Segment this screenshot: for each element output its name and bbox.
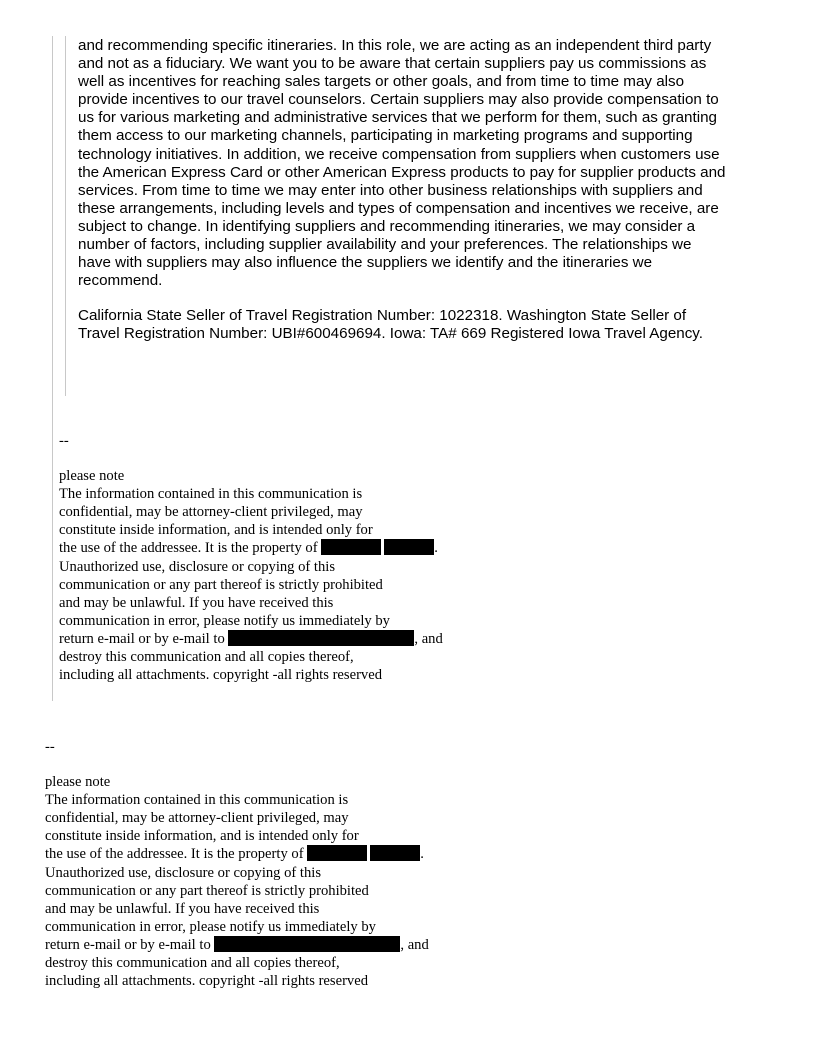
- paragraph-gap: [78, 290, 778, 307]
- disclosure-line: well as incentives for reaching sales targets or other goals, and from time to time may also: [78, 73, 685, 91]
- signature-line: Unauthorized use, disclosure or copying of this: [59, 558, 336, 575]
- redacted-name-block: [307, 845, 367, 861]
- signature-line: including all attachments. copyright -all rights reserved: [45, 973, 368, 990]
- signature-email-line: [59, 630, 443, 648]
- signature-line: The information contained in this communication is: [59, 486, 363, 503]
- signature-line: confidential, may be attorney-client privileged, may: [59, 504, 363, 521]
- property-suffix: .: [420, 846, 424, 863]
- registration-line: California State Seller of Travel Registration Number: 1022318. Washington State Seller of: [78, 307, 687, 325]
- signature-line: including all attachments. copyright -all rights reserved: [59, 667, 382, 684]
- signature-line: communication or any part thereof is strictly prohibited: [59, 576, 383, 593]
- redacted-email-block: [228, 630, 414, 646]
- signature-block: [45, 738, 429, 990]
- disclosure-line: them access to our marketing channels, participating in marketing programs and supporting: [78, 127, 693, 145]
- signature-email-line: [45, 936, 429, 954]
- signature-line: constitute inside information, and is intended only for: [45, 828, 359, 845]
- signature-line: confidential, may be attorney-client privileged, may: [45, 810, 349, 827]
- signature-heading: please note: [59, 468, 125, 485]
- disclosure-block: [78, 37, 778, 344]
- signature-property-line: [45, 845, 429, 863]
- signature-line: and may be unlawful. If you have received this: [59, 594, 334, 611]
- disclosure-line: us for various marketing and administrative services that we perform for them, such as granting: [78, 109, 717, 127]
- disclosure-line: services. From time to time we may enter into other business relationships with suppliers and: [78, 181, 703, 199]
- redacted-name-block: [321, 539, 381, 555]
- signature-line: communication in error, please notify us immediately by: [59, 612, 390, 629]
- signature-line: Unauthorized use, disclosure or copying of this: [45, 864, 322, 881]
- signature-line: communication or any part thereof is strictly prohibited: [45, 882, 369, 899]
- property-prefix: the use of the addressee. It is the property of: [45, 846, 308, 863]
- property-prefix: the use of the addressee. It is the property of: [59, 540, 322, 557]
- disclosure-line: have with suppliers may also influence the suppliers we identify and the itineraries we: [78, 254, 653, 272]
- signature-line: destroy this communication and all copies thereof,: [45, 955, 340, 972]
- quote-bar-outer: [52, 36, 53, 701]
- disclosure-line: and not as a fiduciary. We want you to be aware that certain suppliers pay us commissions as: [78, 55, 707, 73]
- email-prefix: return e-mail or by e-mail to: [45, 936, 215, 953]
- disclosure-line: technology initiatives. In addition, we receive compensation from suppliers when customers use: [78, 145, 720, 163]
- quote-bar-inner: [65, 36, 66, 396]
- email-suffix: , and: [400, 936, 429, 953]
- signature-line: destroy this communication and all copies thereof,: [59, 649, 354, 666]
- signature-separator: --: [45, 739, 55, 755]
- signature-property-line: [59, 539, 443, 557]
- registration-line: Travel Registration Number: UBI#600469694. Iowa: TA# 669 Registered Iowa Travel Agency.: [78, 325, 703, 343]
- disclosure-line: provide incentives to our travel counselors. Certain suppliers may also provide compensation to: [78, 91, 719, 109]
- signature-line: constitute inside information, and is intended only for: [59, 522, 373, 539]
- property-suffix: .: [434, 540, 438, 557]
- signature-line: The information contained in this communication is: [45, 792, 349, 809]
- signature-separator: --: [59, 433, 69, 449]
- email-prefix: return e-mail or by e-mail to: [59, 630, 229, 647]
- redacted-name-block: [384, 539, 434, 555]
- disclosure-line: number of factors, including supplier availability and your preferences. The relationships we: [78, 236, 692, 254]
- disclosure-line: the American Express Card or other American Express products to pay for supplier products and: [78, 163, 726, 181]
- signature-line: communication in error, please notify us immediately by: [45, 918, 376, 935]
- disclosure-line: these arrangements, including levels and types of compensation and incentives we receive, are: [78, 199, 719, 217]
- signature-block-quoted: [59, 432, 443, 684]
- email-suffix: , and: [414, 630, 443, 647]
- redacted-email-block: [214, 936, 400, 952]
- redacted-name-block: [370, 845, 420, 861]
- disclosure-line: and recommending specific itineraries. In this role, we are acting as an independent third party: [78, 37, 712, 54]
- disclosure-line: subject to change. In identifying suppliers and recommending itineraries, we may consider a: [78, 217, 696, 235]
- signature-heading: please note: [45, 774, 111, 791]
- signature-line: and may be unlawful. If you have received this: [45, 900, 320, 917]
- disclosure-line: recommend.: [78, 272, 163, 290]
